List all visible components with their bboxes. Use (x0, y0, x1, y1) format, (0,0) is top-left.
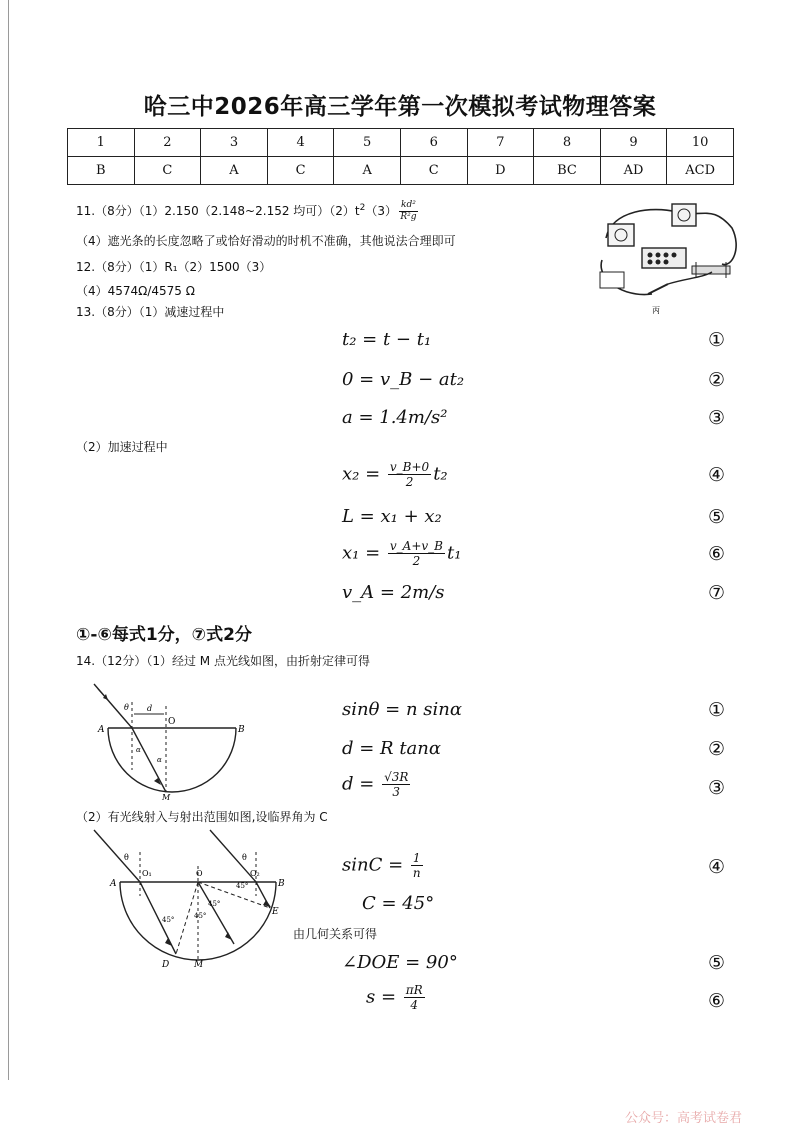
fig2-D-label: D (162, 960, 170, 970)
q11-part3: （3） (365, 204, 397, 218)
q11-line2: （4）遮光条的长度忽略了或恰好滑动的时机不准确，其他说法合理即可 (76, 234, 456, 248)
q13-eq4-right: t₂ (433, 463, 448, 485)
answer-cell: B (68, 157, 135, 185)
q11-t-squared: 2 (359, 203, 366, 213)
q14-equation-1: sinθ = n sinα (342, 699, 463, 720)
question-number-cell: 6 (400, 129, 467, 157)
q13-equation-5: L = x₁ + x₂ (342, 506, 442, 527)
q13-eq6-denominator: 2 (412, 554, 421, 568)
answer-table (67, 128, 734, 185)
q13-mark-2: ② (708, 369, 726, 391)
q13-mark-7: ⑦ (708, 582, 726, 604)
fig1-A-label: A (98, 725, 105, 735)
q14-mark-1: ① (708, 699, 726, 721)
q11-formula-numerator: kd² (401, 200, 416, 210)
fig1-B-label: B (238, 725, 245, 735)
apparatus-figure-label: 丙 (652, 306, 660, 315)
page-title: 哈三中2026年高三学年第一次模拟考试物理答案 (143, 94, 657, 120)
question-number-cell: 2 (134, 129, 201, 157)
answer-cell: AD (600, 157, 667, 185)
fig2-angle-label-1: 45° (236, 882, 249, 890)
q13-eq4-fraction (388, 461, 431, 488)
fig2-theta-left: θ (124, 853, 129, 862)
q14-eq6-denominator: 4 (410, 998, 419, 1012)
refraction-figure-2 (90, 826, 290, 974)
answer-cell: BC (534, 157, 601, 185)
q13-mark-4: ④ (708, 464, 726, 486)
q13-eq6-right: t₁ (447, 542, 462, 564)
question-number-cell: 8 (534, 129, 601, 157)
answer-cell: C (400, 157, 467, 185)
q13-mark-3: ③ (708, 407, 726, 429)
q12-line2: （4）4574Ω/4575 Ω (76, 284, 195, 298)
answer-cell: C (134, 157, 201, 185)
answer-table-number-row (68, 129, 734, 157)
fig2-O2-label: O₂ (250, 869, 260, 878)
q13-equation-1: t₂ = t − t₁ (342, 329, 432, 350)
answer-cell: C (267, 157, 334, 185)
experiment-apparatus-figure (592, 198, 742, 318)
q11-formula-denominator: R²g (400, 212, 417, 222)
q14-mark-5: ⑤ (708, 952, 726, 974)
answer-cell: D (467, 157, 534, 185)
q14-eq3-left: d = (342, 773, 381, 795)
q14-eq3-denominator: 3 (392, 785, 401, 799)
question-number-cell: 3 (201, 129, 268, 157)
q14-mark-4: ④ (708, 856, 726, 878)
q14-equation-6 (366, 984, 427, 1011)
q13-part2-header: （2）加速过程中 (76, 440, 168, 454)
q13-equation-2: 0 = v_B − at₂ (342, 369, 465, 390)
q11-formula (399, 201, 418, 222)
q13-equation-4 (342, 461, 448, 488)
fig2-O-label: O (196, 869, 203, 878)
fig2-M-label: M (194, 960, 204, 970)
q13-equation-7: v_A = 2m/s (342, 582, 445, 603)
watermark: 公众号：高考试卷君 (625, 1111, 743, 1126)
q13-eq6-numerator: v_A+v_B (389, 539, 444, 553)
answer-table-answer-row (68, 157, 734, 185)
q14-geometry-note: 由几何关系可得 (293, 927, 378, 941)
q14-eq6-numerator: πR (405, 983, 423, 997)
q14-eq4-numerator: 1 (412, 851, 421, 865)
q13-equation-6 (342, 540, 461, 567)
q13-eq6-fraction (388, 540, 445, 567)
fig2-E-label: E (272, 907, 279, 917)
q12-line1: 12.（8分）（1）R₁（2）1500（3） (76, 260, 272, 274)
question-number-cell: 5 (334, 129, 401, 157)
q11-line1 (76, 201, 420, 222)
q13-eq4-denominator: 2 (405, 475, 414, 489)
q13-mark-5: ⑤ (708, 506, 726, 528)
q14-eq3-fraction (382, 771, 410, 798)
question-number-cell: 10 (667, 129, 734, 157)
q14-eq3-numerator: √3R (384, 770, 409, 784)
fig2-angle-label-2: 45° (208, 900, 221, 908)
q14-eq6-left: s = (366, 986, 402, 1008)
q14-eq4-fraction (411, 852, 423, 879)
fig2-A-label: A (110, 879, 117, 889)
q13-eq4-numerator: v_B+0 (389, 460, 430, 474)
fig1-theta-label: θ (124, 703, 129, 712)
q14-equation-4 (342, 852, 425, 879)
question-number-cell: 9 (600, 129, 667, 157)
fig2-theta-right: θ (242, 853, 247, 862)
fig1-alpha-label-2: α (157, 756, 162, 764)
page-left-border (8, 0, 9, 1080)
q14-mark-2: ② (708, 738, 726, 760)
fig2-angle-label-3: 45° (194, 912, 207, 920)
fig1-d-label: d (147, 704, 153, 713)
q13-mark-1: ① (708, 329, 726, 351)
answer-cell: A (201, 157, 268, 185)
q14-eq4-denominator: n (412, 866, 421, 880)
q14-eq4-left: sinC = (342, 854, 409, 876)
fig1-O-label: O (168, 717, 176, 727)
q14-header: 14.（12分）（1）经过 M 点光线如图，由折射定律可得 (76, 654, 370, 668)
fig1-M-label: M (162, 793, 171, 800)
question-number-cell: 1 (68, 129, 135, 157)
q13-equation-3: a = 1.4m/s² (342, 407, 448, 428)
answer-cell: A (334, 157, 401, 185)
q13-eq6-left: x₁ = (342, 542, 386, 564)
q11-line1-head: 11.（8分）（1）2.150（2.148~2.152 均可）（2）t (76, 204, 360, 218)
q14-equation-4b: C = 45° (362, 893, 435, 914)
q14-mark-3: ③ (708, 777, 726, 799)
fig2-O1-label: O₁ (142, 869, 152, 878)
q14-eq6-fraction (404, 984, 425, 1011)
fig2-angle-label-4: 45° (162, 916, 175, 924)
answer-cell: ACD (667, 157, 734, 185)
q14-equation-3 (342, 771, 412, 798)
q13-header: 13.（8分）（1）减速过程中 (76, 305, 225, 319)
q13-eq4-left: x₂ = (342, 463, 386, 485)
q13-scoring-note: ①-⑥每式1分，⑦式2分 (76, 625, 252, 645)
refraction-figure-1 (88, 680, 248, 800)
q14-mark-6: ⑥ (708, 990, 726, 1012)
q14-equation-5: ∠DOE = 90° (342, 952, 458, 973)
fig1-alpha-label-1: α (136, 746, 141, 754)
q14-equation-2: d = R tanα (342, 738, 442, 759)
q14-part2-header: （2）有光线射入与射出范围如图,设临界角为 C (76, 810, 328, 824)
question-number-cell: 4 (267, 129, 334, 157)
q13-mark-6: ⑥ (708, 543, 726, 565)
fig2-B-label: B (278, 879, 285, 889)
question-number-cell: 7 (467, 129, 534, 157)
